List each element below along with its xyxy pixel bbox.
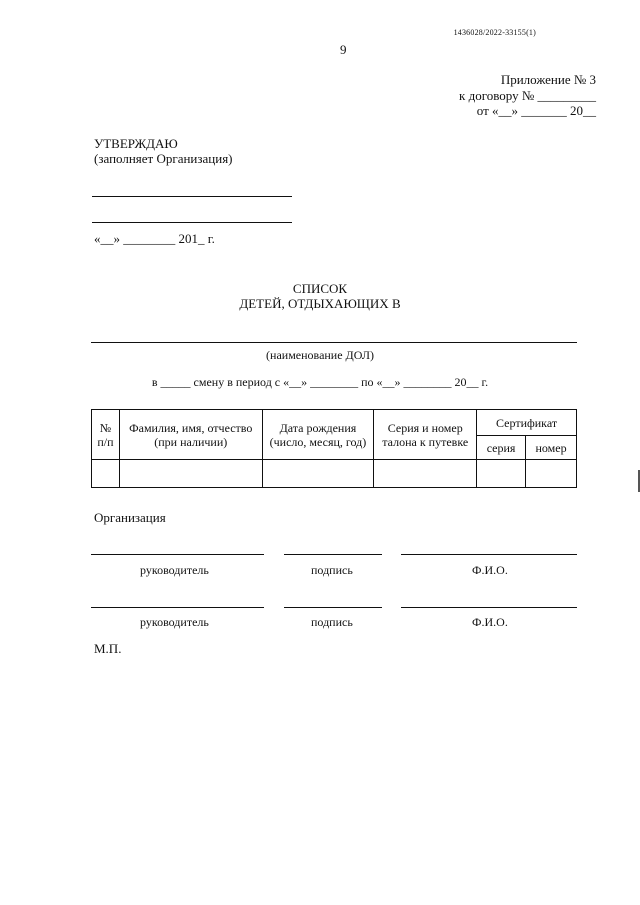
head-line-2 [91,607,264,608]
header-birth-date-line-2: (число, месяц, год) [269,434,367,449]
header-voucher-line-1: Серия и номер [387,420,463,435]
table-cell [92,460,120,488]
annex-line-1: Приложение № 3 [500,72,596,87]
head-caption-2: руководитель [140,615,209,629]
header-voucher-line-2: талона к путевке [382,434,469,449]
head-line-1 [91,554,264,555]
signature-caption-2: подпись [311,615,353,629]
name-line-2 [401,607,577,608]
table-cell [526,460,577,488]
table-cell [262,460,374,488]
header-voucher [374,410,477,460]
header-certificate-number: номер [526,436,577,460]
seal-label: М.П. [94,641,122,656]
approval-blank-line-1 [92,196,292,197]
annex-line-3: от «__» _______ 20__ [476,103,596,118]
document-id: 1436028/2022-33155(1) [453,28,536,37]
signature-line-2 [284,607,382,608]
approval-date: «__» ________ 201_ г. [94,231,215,246]
name-caption-2: Ф.И.О. [472,615,508,629]
table-row [92,460,577,488]
list-subtitle: ДЕТЕЙ, ОТДЫХАЮЩИХ В [239,296,401,311]
signature-caption-1: подпись [311,563,353,577]
table-cell [477,460,526,488]
camp-name-caption: (наименование ДОЛ) [266,348,374,362]
header-full-name-line-1: Фамилия, имя, отчество [129,420,253,435]
signature-line-1 [284,554,382,555]
name-line-1 [401,554,577,555]
header-number: № п/п [92,410,120,460]
page-number: 9 [340,42,347,57]
header-full-name [119,410,262,460]
shift-period-line: в _____ смену в период с «__» ________ по «__» ________ 20__ г. [151,375,489,389]
header-birth-date-line-1: Дата рождения [279,420,357,435]
children-table [91,409,577,488]
head-caption-1: руководитель [140,563,209,577]
camp-name-line [91,342,577,343]
list-title: СПИСОК [292,281,348,296]
header-full-name-line-2: (при наличии) [154,434,228,449]
header-certificate-series: серия [477,436,526,460]
table-cell [374,460,477,488]
approval-subtitle: (заполняет Организация) [94,151,233,166]
approval-title: УТВЕРЖДАЮ [94,136,178,151]
approval-blank-line-2 [92,222,292,223]
annex-line-2: к договору № _________ [459,88,596,103]
organization-label: Организация [94,510,166,525]
header-certificate: Сертификат [477,410,577,436]
header-birth-date [262,410,374,460]
name-caption-1: Ф.И.О. [472,563,508,577]
table-cell [119,460,262,488]
